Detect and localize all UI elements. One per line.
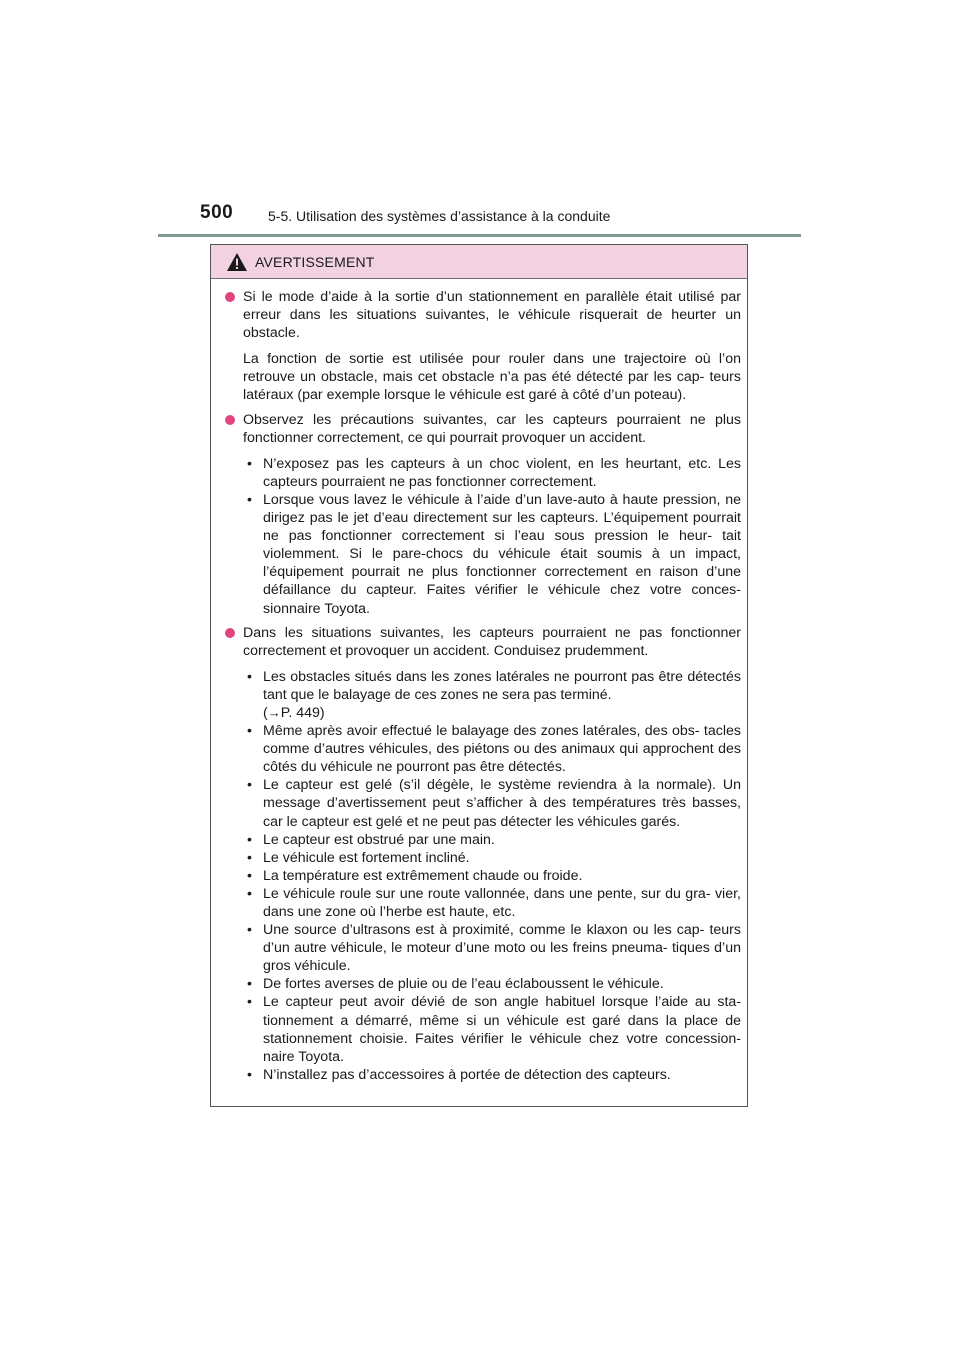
warning-item (225, 411, 741, 618)
warning-box (210, 244, 748, 1107)
sub-list (243, 455, 741, 618)
list-item: • La température est extrêmement chaude ou froide. (247, 867, 583, 884)
bullet-icon: • (247, 831, 252, 848)
warning-title: AVERTISSEMENT (255, 254, 375, 270)
warning-body (211, 279, 747, 1084)
bullet-icon: • (247, 922, 252, 939)
list-item: • Le capteur peut avoir dévié de son angle habituel lorsque l’aide au sta- tionnement a démarré, même si un véhicule est garé dans la place de stationnement choisie. Faites vérifier le véhicule chez votre concession- naire Toyota. (247, 994, 741, 1065)
bullet-icon: • (247, 976, 252, 993)
list-item: • Le véhicule est fortement incliné. (247, 849, 470, 866)
bullet-icon: • (247, 849, 252, 866)
bullet-icon: • (247, 723, 252, 740)
paragraph: Si le mode d’aide à la sortie d’un stationnement en parallèle était utilisé par erreur dans les situations suivantes, le véhicule risquerait de heurter un obstacle. (243, 289, 741, 342)
warning-triangle-icon (226, 252, 248, 272)
bullet-icon: • (247, 455, 252, 472)
list-item: • Le capteur est gelé (s’il dégèle, le système reviendra à la normale). Un message d’avertissement peut s’afficher à des températures très basses, car le capteur est gelé et ne peut pas détecter les véhicules garés. (247, 777, 741, 830)
bullet-icon: • (247, 885, 252, 902)
list-item: • Le véhicule roule sur une route vallonnée, dans une pente, sur du gra- vier, dans une zone où l’herbe est haute, etc. (247, 885, 741, 920)
paragraph: La fonction de sortie est utilisée pour rouler dans une trajectoire où l’on retrouve un obstacle, mais cet obstacle n’a pas été détecté par les cap- teurs latéraux (par exemple lorsque le véhicule est garé à côté d’un poteau). (243, 351, 741, 404)
list-item: • Les obstacles situés dans les zones latérales ne pourront pas être détectés tant que le balayage de ces zones ne sera pas terminé. (→P. 449) (247, 668, 741, 721)
list-item: • N’installez pas d’accessoires à portée de détection des capteurs. (247, 1066, 671, 1083)
list-item: • Le capteur est obstrué par une main. (247, 831, 495, 848)
bullet-icon: • (247, 777, 252, 794)
page-header (158, 200, 801, 237)
pink-bullet-icon (225, 628, 235, 638)
list-item: • Lorsque vous lavez le véhicule à l’aide d’un lave-auto à haute pression, ne dirigez pas le jet d’eau directement sur les capteurs. L’équipement pourrait ne pas fonctionner correctement si l’eau sous pression le heur- tait violemment. Si le pare-chocs du véhicule était soumis à un impact, l’équipement pourrait ne plus fonctionner correctement en raison d’une défaillance du capteur. Faites vérifier le véhicule chez votre conces- sionnaire Toyota. (247, 491, 741, 617)
list-item: • Même après avoir effectué le balayage des zones latérales, des obs- tacles comme d’autres véhicules, des piétons ou des animaux qui approchent des côtés du véhicule ne pourront pas être détectés. (247, 723, 741, 776)
page-reference[interactable]: (→P. 449) (263, 704, 325, 721)
list-item: • De fortes averses de pluie ou de l’eau éclaboussent le véhicule. (247, 976, 664, 993)
bullet-icon: • (247, 867, 252, 884)
warning-item (225, 288, 741, 405)
page-number: 500 (200, 202, 234, 223)
bullet-icon: • (247, 668, 252, 685)
paragraph: Dans les situations suivantes, les capteurs pourraient ne pas fonctionner correctement et provoquer un accident. Conduisez prudemment. (243, 624, 741, 659)
pink-bullet-icon (225, 292, 235, 302)
arrow-right-icon: → (267, 704, 281, 720)
list-item: • N’exposez pas les capteurs à un choc violent, en les heurtant, etc. Les capteurs pourraient ne pas fonctionner correctement. (247, 455, 741, 490)
bullet-icon: • (247, 994, 252, 1011)
section-title: 5-5. Utilisation des systèmes d’assistance à la conduite (268, 208, 611, 224)
pink-bullet-icon (225, 415, 235, 425)
bullet-icon: • (247, 1066, 252, 1083)
warning-header (211, 245, 747, 279)
warning-item (225, 624, 741, 1084)
paragraph: Observez les précautions suivantes, car les capteurs pourraient ne plus fonctionner correctement, ce qui pourrait provoquer un accident. (243, 411, 741, 446)
bullet-icon: • (247, 491, 252, 508)
list-item: • Une source d’ultrasons est à proximité, comme le klaxon ou les cap- teurs d’un autre véhicule, le moteur d’une moto ou les freins pneuma- tiques d’un gros véhicule. (247, 922, 741, 975)
sub-list (243, 668, 741, 1084)
